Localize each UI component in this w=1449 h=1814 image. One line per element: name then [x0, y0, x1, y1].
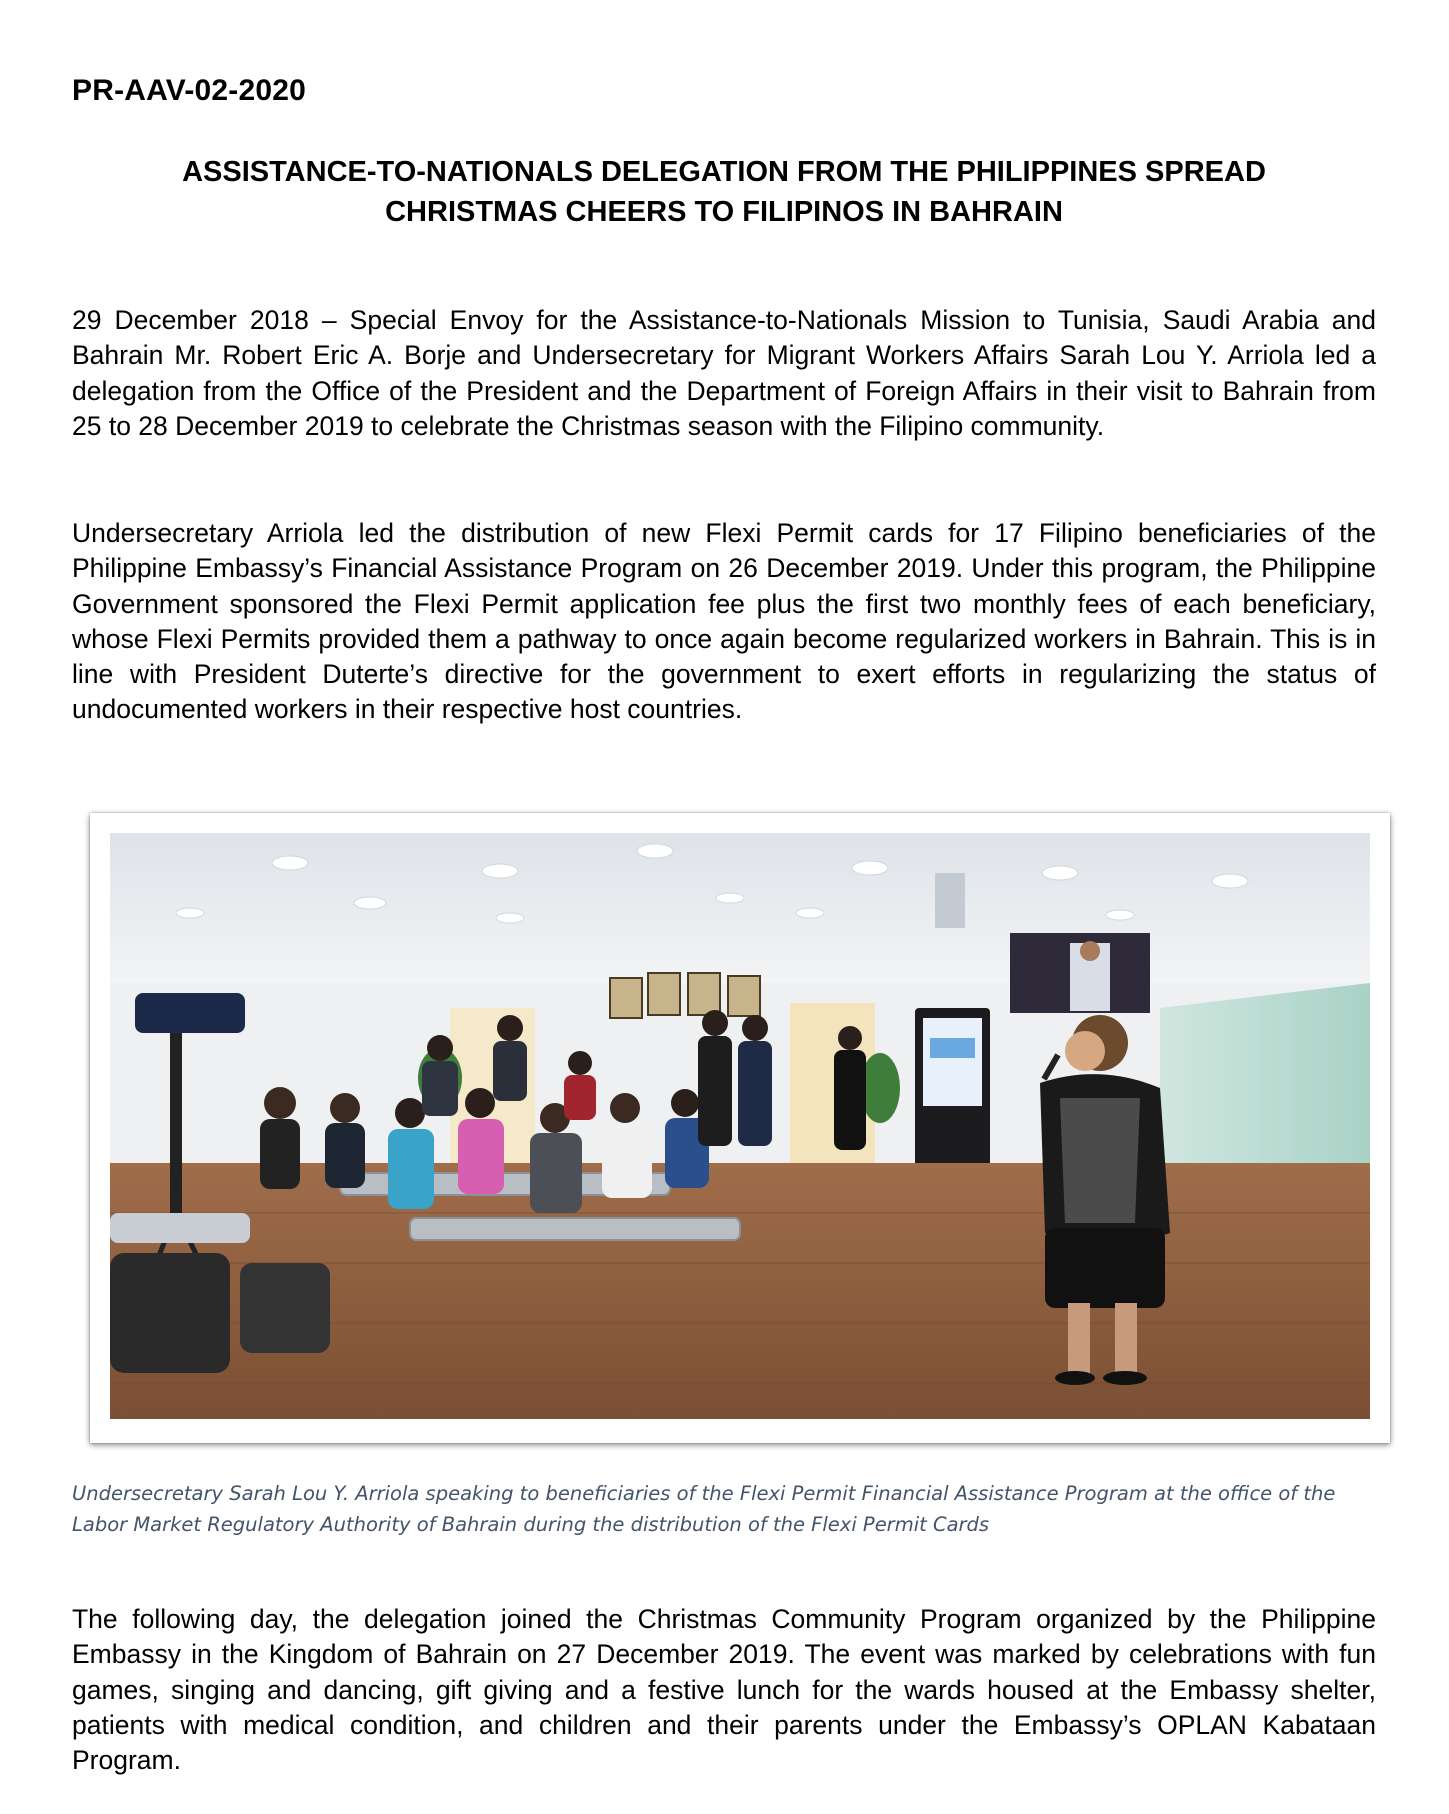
- air-vent: [935, 873, 965, 928]
- press-release-number: PR-AAV-02-2020: [72, 74, 307, 107]
- ceiling: [110, 833, 1370, 983]
- photo-frame: [90, 813, 1390, 1443]
- paragraph-1: 29 December 2018 – Special Envoy for the Assistance-to-Nationals Mission to Tunisia, Saudi Arabia and Bahrain Mr. Robert Eric A. Borje and Undersecretary for Migrant Workers Affairs Sarah Lou Y. Arriola led a delegation from the Office of the President and the Department of Foreign Affairs in their visit to Bahrain from 25 to 28 December 2019 to celebrate the Christmas season with the Filipino community.: [72, 305, 1376, 441]
- headline: [72, 152, 1376, 232]
- paragraph-3: The following day, the delegation joined the Christmas Community Program organized by the Philippine Embassy in the Kingdom of Bahrain on 27 December 2019. The event was marked by celebrations with fun games, singing and dancing, gift giving and a festive lunch for the wards housed at the Embassy shelter, patients with medical condition, and children and their parents under the Embassy’s OPLAN Kabataan Program.: [72, 1604, 1376, 1776]
- headline-line-2: CHRISTMAS CHEERS TO FILIPINOS IN BAHRAIN: [385, 196, 1063, 228]
- photo-caption: Undersecretary Sarah Lou Y. Arriola speaking to beneficiaries of the Flexi Permit Financial Assistance Program at the office of the Labor Market Regulatory Authority of Bahrain during the distribution of the Flexi Permit Cards: [72, 1482, 1336, 1536]
- headline-line-1: ASSISTANCE-TO-NATIONALS DELEGATION FROM THE PHILIPPINES SPREAD: [182, 156, 1266, 188]
- paragraph-2: Undersecretary Arriola led the distribution of new Flexi Permit cards for 17 Filipino beneficiaries of the Philippine Embassy’s Financial Assistance Program on 26 December 2019. Under this program, the Philippine Government sponsored the Flexi Permit application fee plus the first two monthly fees of each beneficiary, whose Flexi Permits provided them a pathway to once again become regularized workers in Bahrain. This is in line with President Duterte’s directive for the government to exert efforts in regularizing the status of undocumented workers in their respective host countries.: [72, 518, 1376, 725]
- event-photo: [110, 833, 1370, 1419]
